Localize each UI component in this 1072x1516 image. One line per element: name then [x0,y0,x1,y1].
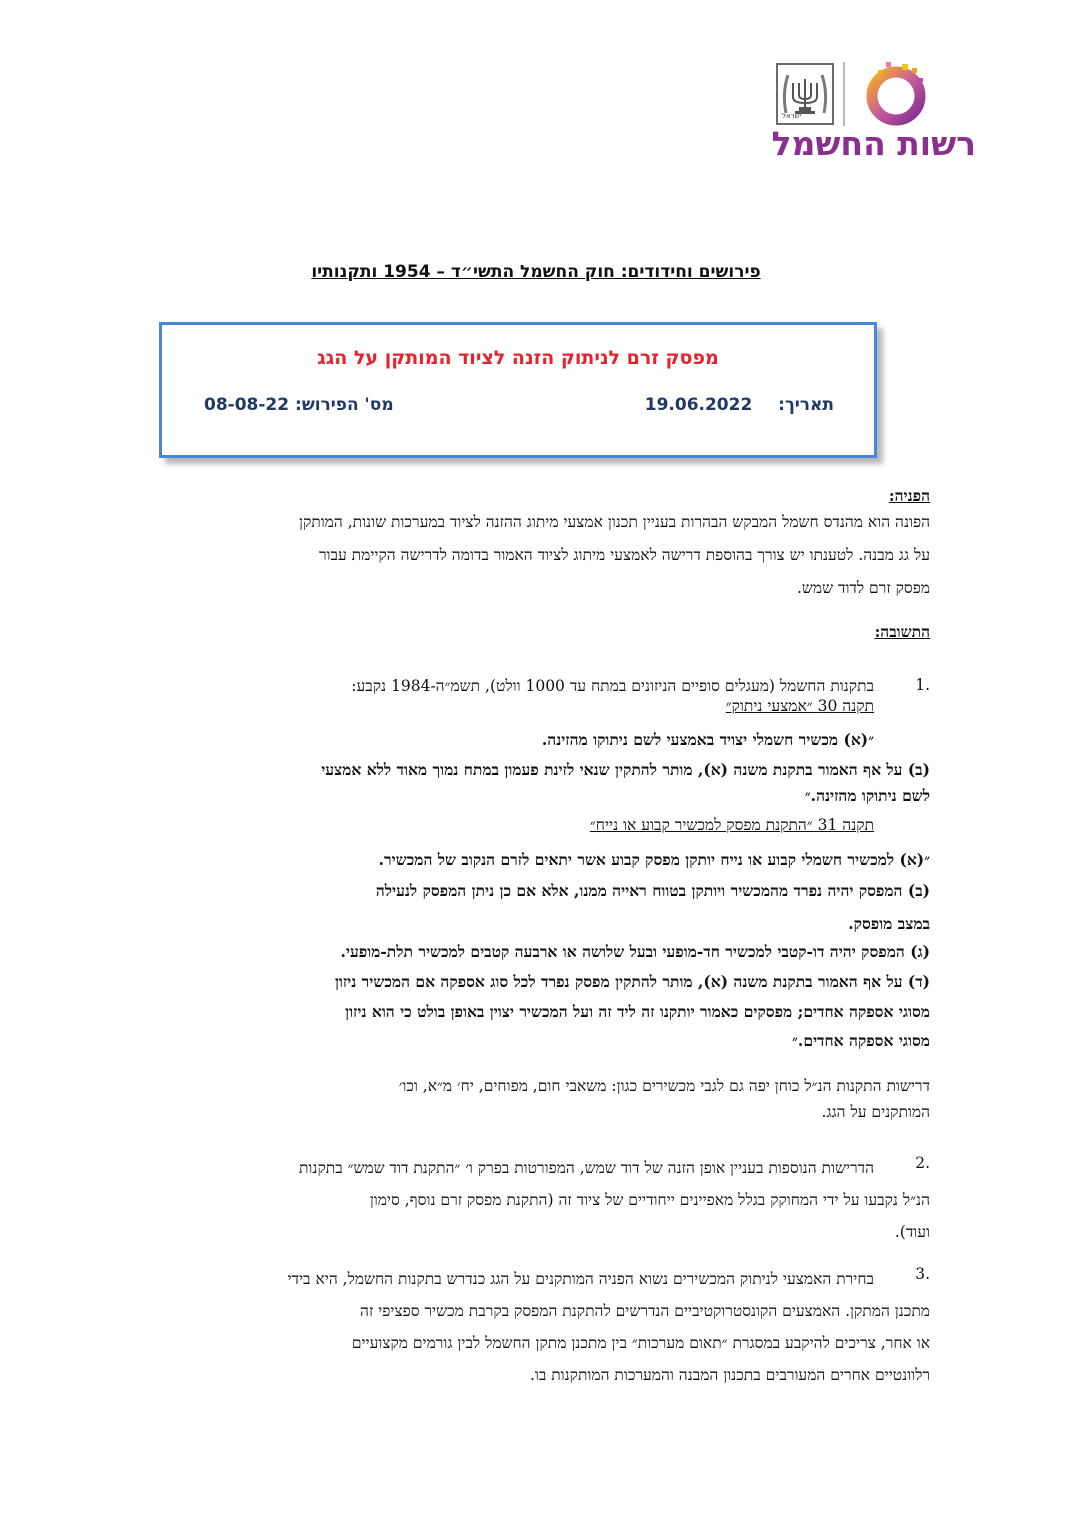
item-number: .3 [915,1265,930,1283]
date-label: תאריך: [778,395,834,415]
regulation-30-title: תקנה 30 ״אמצעי ניתוק״ [725,697,874,715]
reg31-b-line: במצב מופסק. [848,914,930,933]
note-line: דרישות התקנות הנ״ל כוחן יפה גם לגבי מכשירים כגון: משאבי חום, מפוחים, יח׳ מ״א, וכו׳ [398,1077,930,1095]
reg31-d-line: (ד) על אף האמור בתקנת משנה (א), מותר להתקין מפסק נפרד לכל סוג אספקה אם המכשיר ניזון [334,972,930,991]
reg31-d-line: מסוגי אספקה אחדים; מפסקים כאמור יותקנו זה ליד זה ועל המכשיר יצוין באופן בולט כי הוא ניזון [345,1001,930,1021]
interpretation-number-row [204,395,394,415]
request-line: הפונה הוא מהנדס חשמל המבקש הבהרות בעניין תכנון אמצעי מיתוג ההזנה לציוד במערכות שונות, המותקן [299,513,930,531]
item1-intro: בתקנות החשמל (מעגלים סופיים הניזונים במתח עד 1000 וולט), תשמ״ה-1984 נקבע: [351,677,874,695]
logo-divider [843,62,845,126]
regulation-31-c: (ג) המפסק יהיה דו-קטבי למכשיר חד-מופעי ובעל שלושה או ארבעה קטבים למכשיר תלת-מופעי. [340,942,930,961]
reg30-b-line: (ב) על אף האמור בתקנת משנה (א), מותר להתקין שנאי לזינת פעמון במתח נמוך מאוד ללא אמצעי [321,760,930,779]
interpretation-box [159,322,877,458]
reg31-d-line: מסוגי אספקה אחדים.״ [792,1031,930,1050]
answer-item-1 [100,676,930,716]
item3-line: רלוונטיים אחרים המעורבים בתכנון המבנה והמערכות המותקנות בו. [529,1366,930,1384]
request-line: מפסק זרם לדוד שמש. [797,579,930,597]
regulation-31-d [100,967,930,1056]
request-heading: הפניה: [888,486,930,505]
item3-line: מתכנן המתקן. האמצעים הקונסטרוקטיביים הנדרשים להתקנת המפסק בקרבת מכשיר ספציפי זה [360,1302,930,1320]
emblem-caption: ישראל [782,112,802,120]
regulation-31-a: ״(א) למכשיר חשמלי קבוע או נייח יותקן מפסק קבוע אשר יתאים לזרם הנקוב של המכשיר. [378,850,930,869]
regulation-30-b [100,757,930,809]
request-line: על גג מבנה. לטענתו יש צורך בהוספת דרישה לאמצעי מיתוג לציוד האמור בדומה לדרישה הקיימת עבור [318,546,930,564]
item-number: .1 [915,676,930,694]
answer-heading: התשובה: [874,622,930,641]
answer-item-2 [100,1154,930,1247]
reg31-b-line: (ב) המפסק יהיה נפרד מהמכשיר ויותקן בטווח ראייה ממנו, אלא אם כן ניתן המפסק לנעילה [375,881,930,900]
item3-line: או אחר, צריכים להיקבע במסגרת ״תאום מערכות״ בין מתכנן מתקן החשמל לבין גורמים מקצועיים [351,1334,930,1352]
reg30-b-line: לשם ניתוקו מהזינה.״ [804,786,930,805]
date-row [645,395,834,415]
note-line: המותקנים על הגג. [821,1103,930,1121]
regulation-30-a: ״(א) מכשיר חשמלי יצויד באמצעי לשם ניתוקו מהזינה. [541,730,874,749]
item-number: .2 [915,1154,930,1172]
number-value: 08-08-22 [204,395,290,415]
regulation-31-b [100,876,930,938]
item3-line: בחירת האמצעי לניתוק המכשירים נשוא הפניה המותקנים על הגג כנדרש בתקנות החשמל, היא בידי [287,1270,874,1288]
answer-item-3 [100,1265,930,1390]
request-paragraph [100,508,930,603]
interpretation-title: מפסק זרם לניתוק הזנה לציוד המותקן על הגג [317,347,719,369]
number-label: מס' הפירוש: [295,395,394,415]
date-value: 19.06.2022 [644,395,753,415]
item2-line: ועוד). [894,1223,930,1241]
document-header: פירושים וחידודים: חוק החשמל התשי״ד – 1954 ותקנותיו [311,262,761,282]
item2-line: הנ״ל נקבעו על ידי המחוקק בגלל מאפיינים ייחודיים של ציוד זה (התקנת מפסק זרם נוסף, סימון [369,1191,930,1209]
regulation-31-title: תקנה 31 ״התקנת מפסק למכשיר קבוע או נייח״ [589,816,874,834]
item1-note [100,1073,930,1125]
light-orb-icon [856,58,934,128]
authority-logo [770,58,980,166]
item2-line: הדרישות הנוספות בעניין אופן הזנה של דוד שמש, המפורטות בפרק ו׳ ״התקנת דוד שמש״ בתקנות [298,1159,874,1177]
authority-name: רשות החשמל [771,124,976,163]
